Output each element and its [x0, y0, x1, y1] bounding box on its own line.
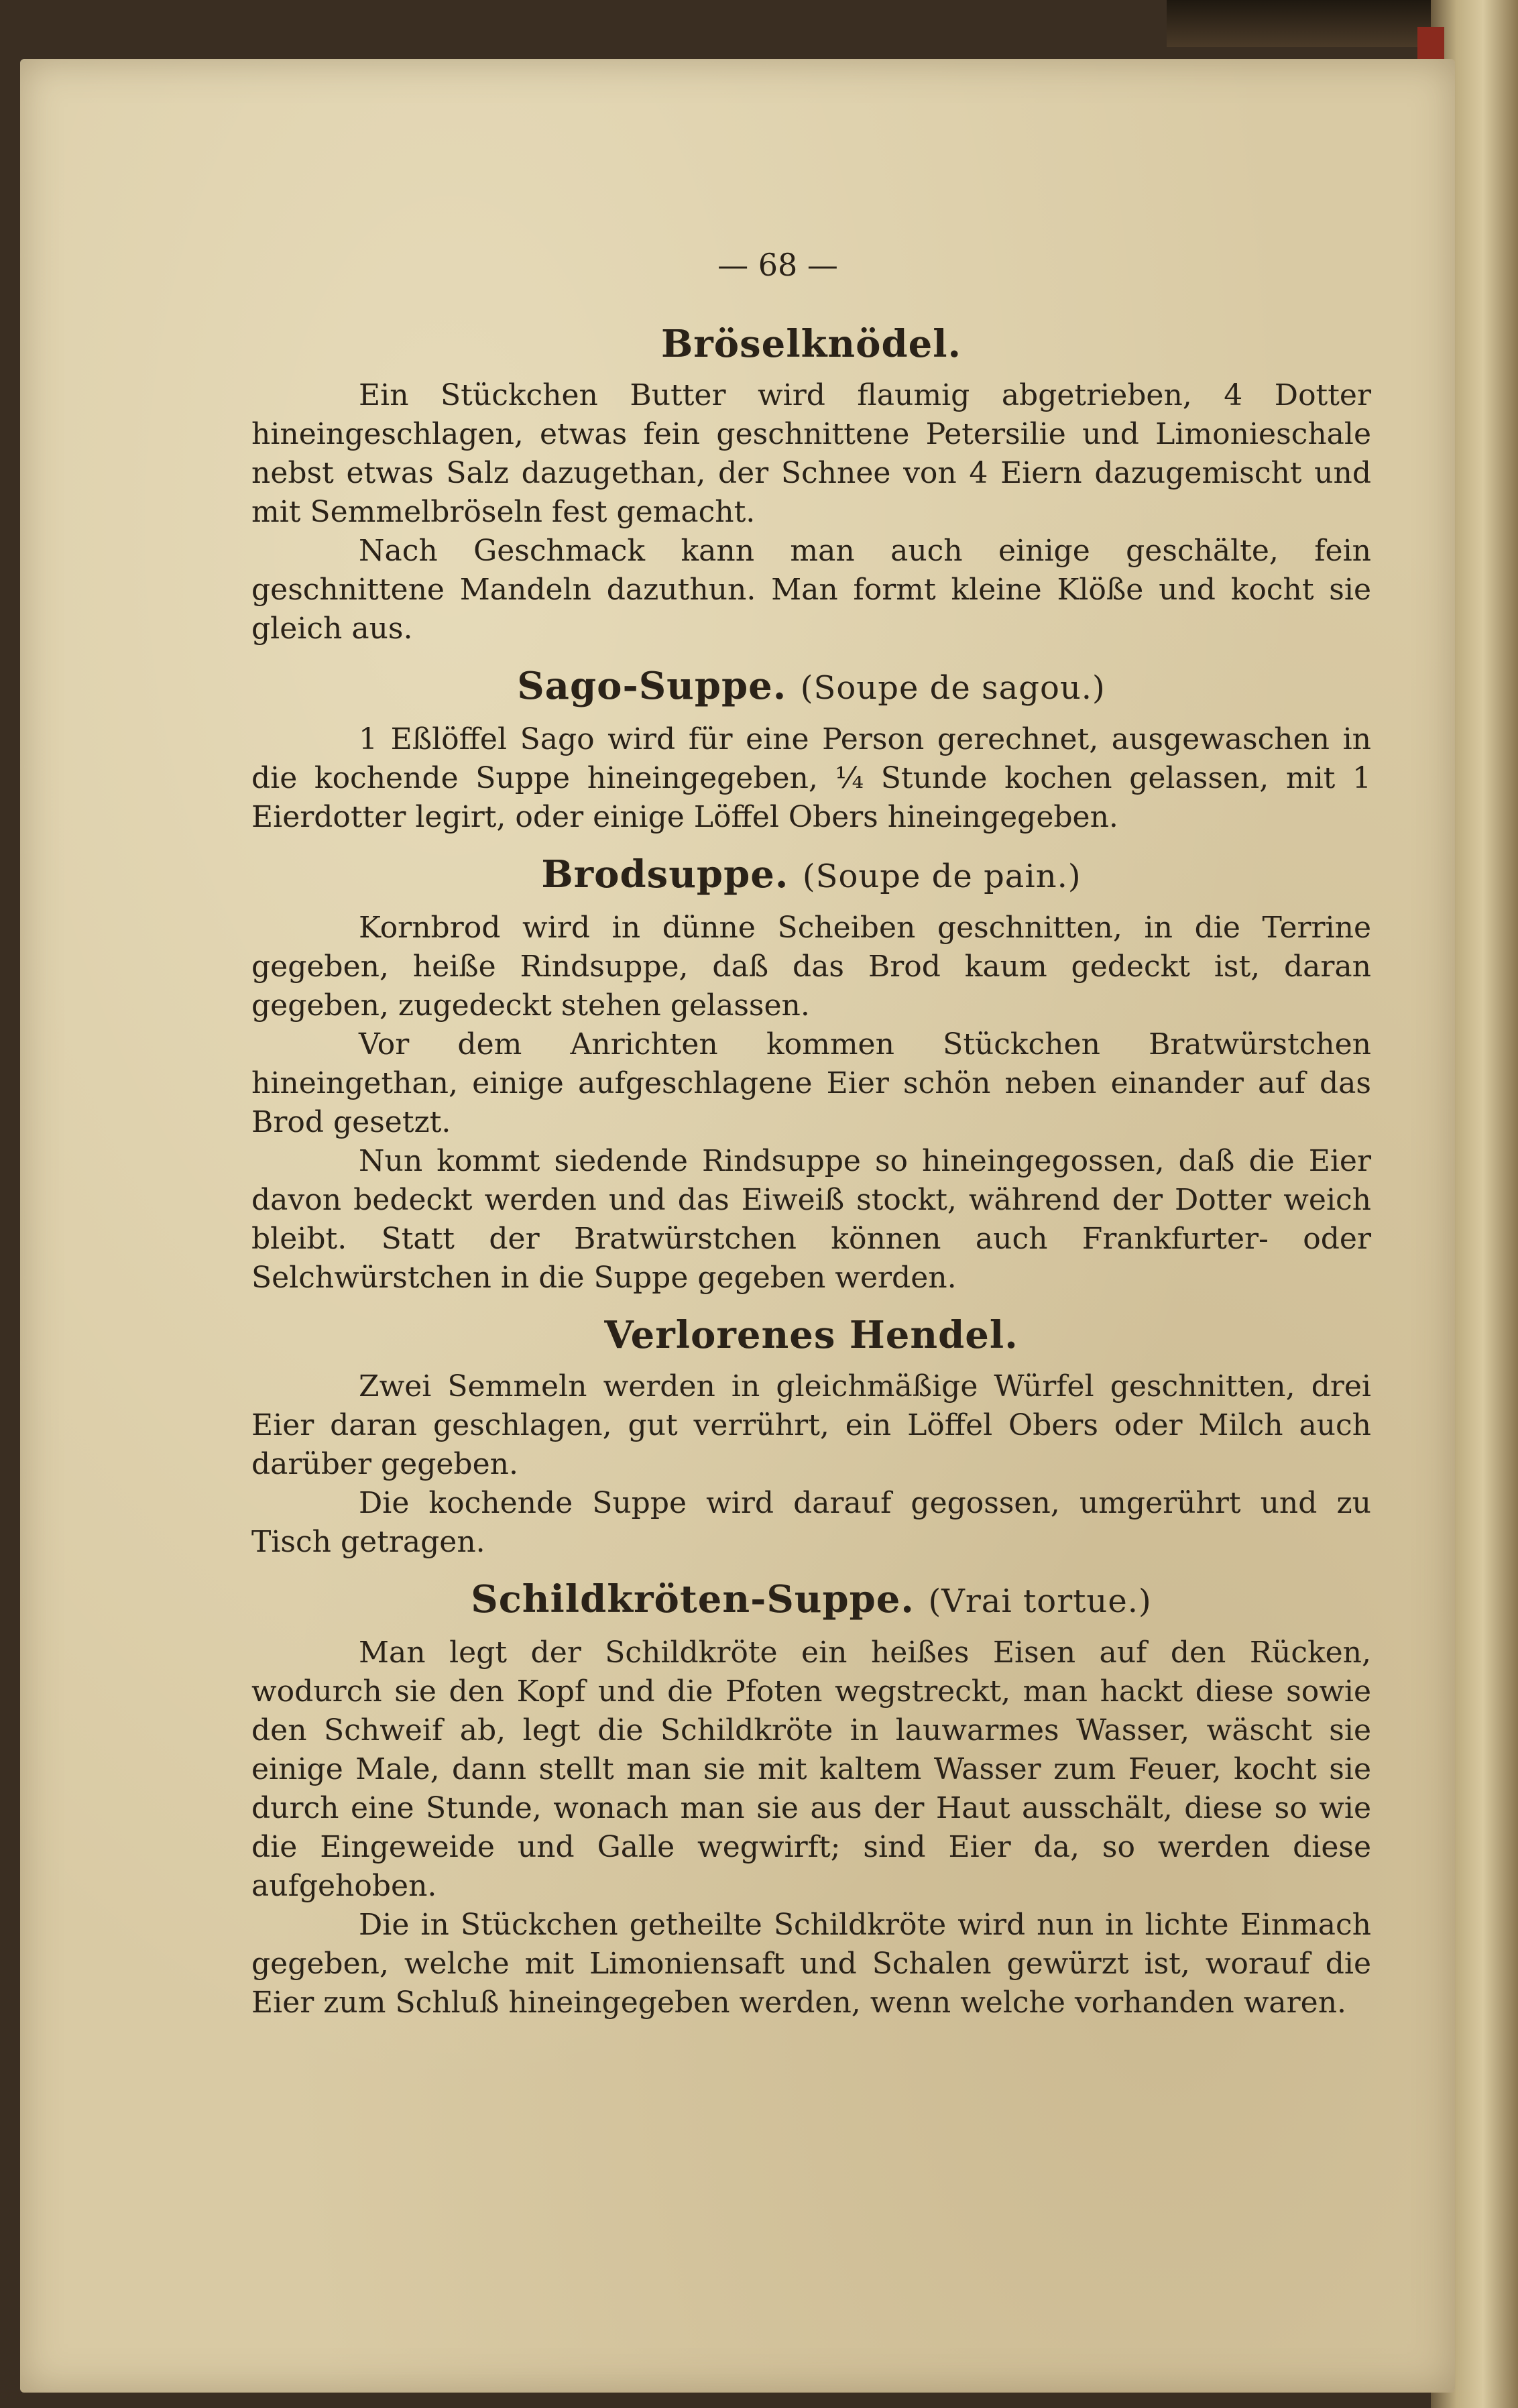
recipe-paragraph: Zwei Semmeln werden in gleichmäßige Würfel geschnitten, drei Eier daran geschlagen, gut verrührt, ein Löffel Obers oder Milch auch darüber gegeben. [251, 1369, 1371, 1481]
recipe-schildkroeten-suppe [251, 1567, 1371, 2022]
recipe-title: Sago-Suppe. (Soupe de sagou.) [517, 664, 1106, 708]
recipe-broeselknoedel [251, 312, 1371, 648]
page-content [251, 248, 1371, 2022]
page-number: — 68 — [717, 247, 838, 283]
recipe-french-title: (Soupe de sagou.) [800, 669, 1106, 707]
recipe-title: Verlorenes Hendel. [604, 1313, 1018, 1357]
recipe-brodsuppe [251, 842, 1371, 1298]
recipe-paragraph: Man legt der Schildkröte ein heißes Eisen auf den Rücken, wodurch sie den Kopf und die Pfoten wegstreckt, man hackt diese sowie den Schweif ab, legt die Schildkröte in lauwarmes Wasser, wäscht sie einige Male, dann stellt man sie mit kaltem Wasser zum Feuer, kocht sie durch eine Stunde, wonach man sie aus der Haut ausschält, diese so wie die Eingeweide und Galle wegwirft; sind Eier da, so werden diese aufgehoben. [251, 1636, 1371, 1903]
recipe-french-title: (Soupe de pain.) [802, 858, 1082, 895]
recipe-paragraph: Die in Stückchen getheilte Schildkröte wird nun in lichte Einmach gegeben, welche mit Limoniensaft und Schalen gewürzt ist, worauf die Eier zum Schluß hineingegeben werden, wenn welche vorhanden waren. [251, 1908, 1371, 2020]
recipe-title: Schildkröten-Suppe. (Vrai tortue.) [471, 1577, 1152, 1621]
recipe-title: Brodsuppe. (Soupe de pain.) [541, 852, 1082, 897]
recipe-sago-suppe [251, 654, 1371, 837]
recipe-paragraph: 1 Eßlöffel Sago wird für eine Person gerechnet, ausgewaschen in die kochende Suppe hineingegeben, ¼ Stunde kochen gelassen, mit 1 Eierdotter legirt, oder einige Löffel Obers hineingegeben. [251, 722, 1371, 834]
recipe-paragraph: Ein Stückchen Butter wird flaumig abgetrieben, 4 Dotter hineingeschlagen, etwas fein geschnittene Petersilie und Limonieschale nebst etwas Salz dazugethan, der Schnee von 4 Eiern dazugemischt und mit Semmelbröseln fest gemacht. [251, 378, 1371, 529]
recipe-paragraph: Vor dem Anrichten kommen Stückchen Bratwürstchen hineingethan, einige aufgeschlagene Eier schön neben einander auf das Brod gesetzt. [251, 1027, 1371, 1139]
recipe-title: Bröselknödel. [660, 322, 962, 366]
recipe-paragraph: Nach Geschmack kann man auch einige geschälte, fein geschnittene Mandeln dazuthun. Man formt kleine Klöße und kocht sie gleich aus. [251, 534, 1371, 646]
recipe-paragraph: Die kochende Suppe wird darauf gegossen, umgerührt und zu Tisch getragen. [251, 1486, 1371, 1559]
recipe-paragraph: Nun kommt siedende Rindsuppe so hineingegossen, daß die Eier davon bedeckt werden und das Eiweiß stockt, während der Dotter weich bleibt. Statt der Bratwürstchen können auch Frankfurter- oder Selchwürstchen in die Suppe gegeben werden. [251, 1144, 1371, 1295]
recipe-french-title: (Vrai tortue.) [928, 1583, 1152, 1620]
recipe-verlorenes-hendel [251, 1303, 1371, 1562]
recipe-paragraph: Kornbrod wird in dünne Scheiben geschnitten, in die Terrine gegeben, heiße Rindsuppe, daß das Brod kaum gedeckt ist, daran gegeben, zugedeckt stehen gelassen. [251, 911, 1371, 1023]
